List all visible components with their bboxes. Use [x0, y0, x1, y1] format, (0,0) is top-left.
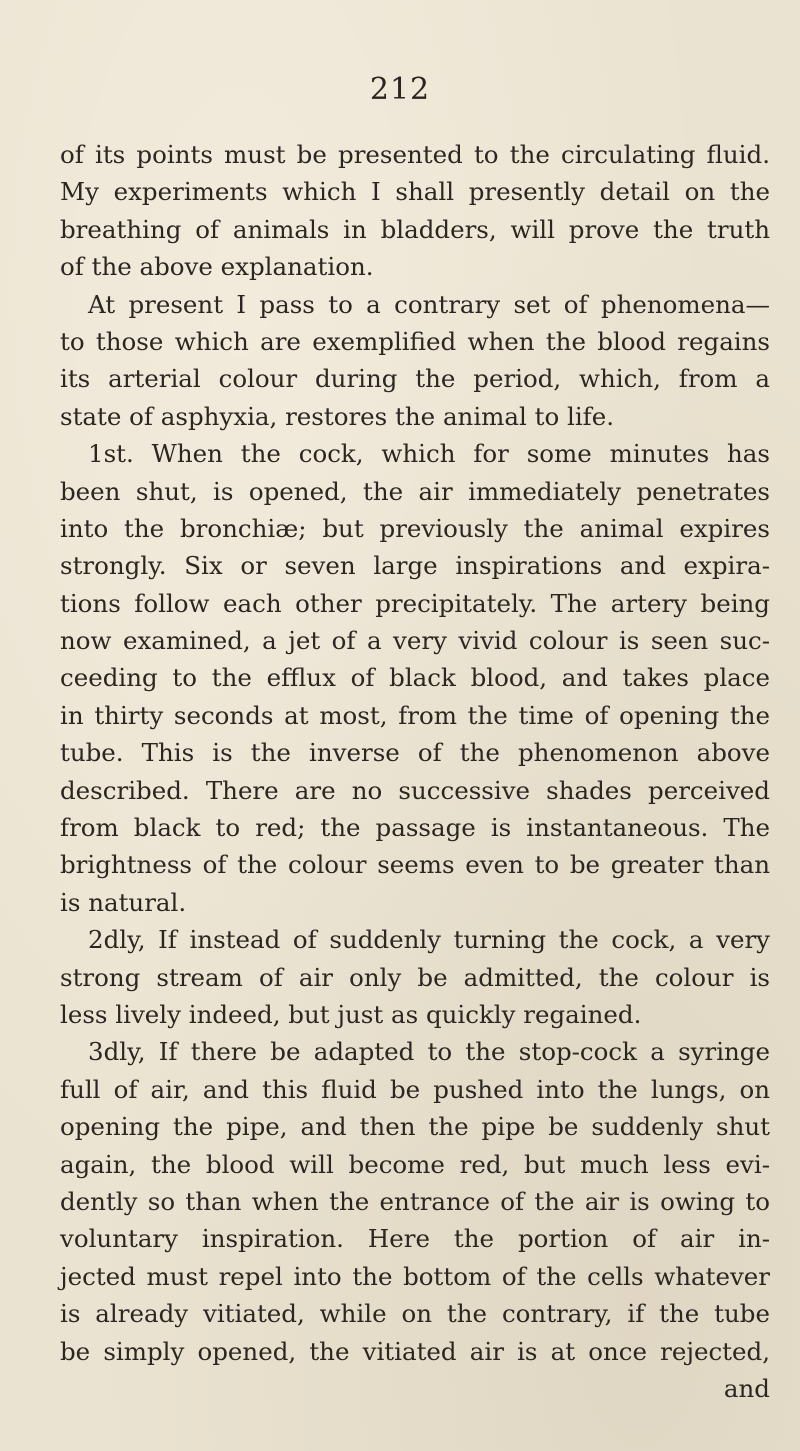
page-number: 212 [369, 72, 431, 107]
catchword: and [723, 1373, 770, 1403]
text-line: 2dly, If instead of suddenly turning the cock, a very [88, 925, 770, 955]
text-line: jected must repel into the bottom of the cells whatever [60, 1261, 770, 1291]
text-line: strong stream of air only be admitted, the colour is [60, 962, 770, 992]
body-text [60, 136, 770, 1407]
text-line: of its points must be presented to the circulating fluid. [60, 140, 770, 169]
text-line: to those which are exemplified when the blood regains [60, 326, 770, 356]
text-line: less lively indeed, but just as quickly regained. [60, 999, 642, 1029]
text-line: tube. This is the inverse of the phenomenon above [60, 738, 770, 768]
text-line: of the above explanation. [60, 252, 374, 282]
text-line: At present I pass to a contrary set of phenomena— [88, 289, 770, 319]
text-line: dently so than when the entrance of the air is owing to [60, 1186, 770, 1216]
text-line: breathing of animals in bladders, will prove the truth [60, 214, 770, 244]
text-line: brightness of the colour seems even to be greater than [60, 850, 770, 880]
text-line: state of asphyxia, restores the animal to life. [60, 401, 615, 431]
text-line: from black to red; the passage is instantaneous. The [60, 813, 770, 843]
text-line: described. There are no successive shades perceived [60, 775, 770, 805]
text-line: strongly. Six or seven large inspirations and expira- [60, 551, 770, 581]
text-line: tions follow each other precipitately. The artery being [60, 588, 770, 618]
text-line: full of air, and this fluid be pushed into the lungs, on [60, 1074, 770, 1104]
text-line: into the bronchiæ; but previously the animal expires [60, 513, 770, 543]
text-line: opening the pipe, and then the pipe be suddenly shut [60, 1112, 770, 1142]
text-line: ceeding to the efflux of black blood, and takes place [60, 663, 770, 693]
text-line: voluntary inspiration. Here the portion of air in- [60, 1224, 770, 1254]
text-line: My experiments which I shall presently detail on the [60, 177, 770, 207]
text-line: again, the blood will become red, but much less evi- [60, 1149, 770, 1179]
text-line: 1st. When the cock, which for some minutes has [88, 439, 770, 469]
text-line: 3dly, If there be adapted to the stop-cock a syringe [88, 1037, 770, 1067]
text-line: now examined, a jet of a very vivid colour is seen suc- [60, 626, 770, 656]
text-line: is already vitiated, while on the contrary, if the tube [60, 1299, 770, 1329]
text-line: its arterial colour during the period, which, from a [60, 364, 770, 394]
text-line: in thirty seconds at most, from the time of opening the [60, 700, 770, 730]
text-line: be simply opened, the vitiated air is at once rejected, [60, 1336, 770, 1366]
text-line: been shut, is opened, the air immediately penetrates [60, 476, 770, 506]
text-line: is natural. [60, 887, 187, 917]
